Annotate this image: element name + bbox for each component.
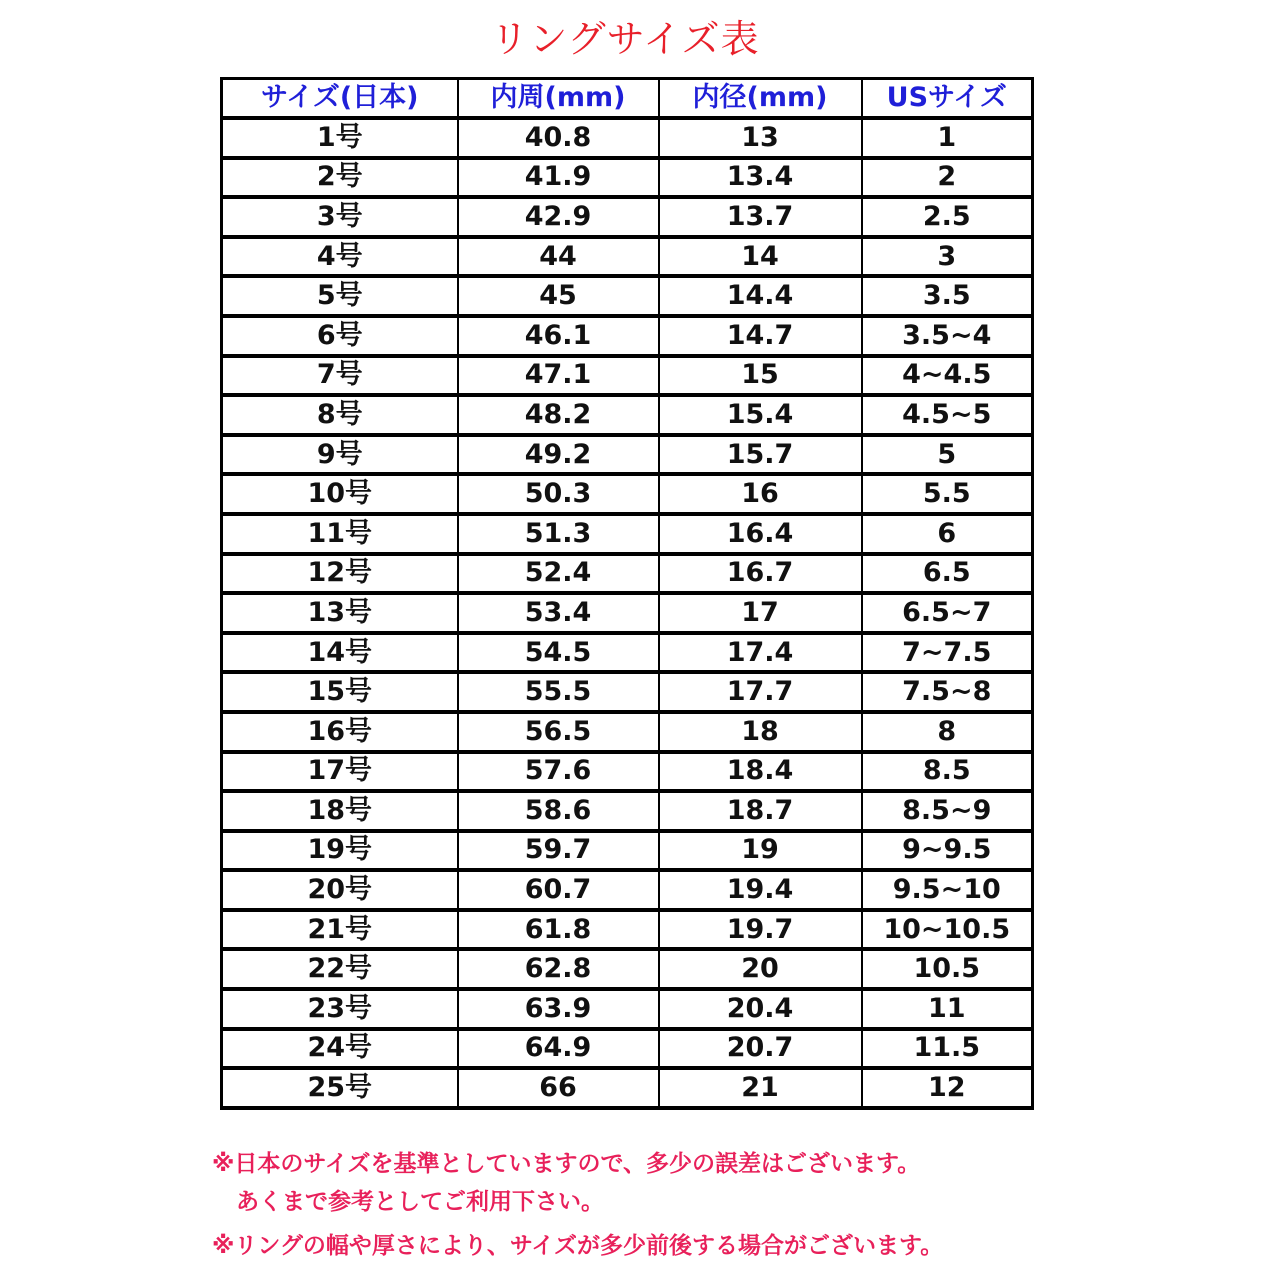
cell-inner-circumference: 47.1	[458, 356, 659, 396]
cell-japan-size: 6号	[222, 316, 458, 356]
cell-inner-circumference: 55.5	[458, 672, 659, 712]
cell-us-size: 3.5	[862, 276, 1033, 316]
cell-us-size: 5.5	[862, 474, 1033, 514]
table-row	[222, 1068, 1033, 1108]
cell-inner-diameter: 14.7	[659, 316, 862, 356]
cell-us-size: 9~9.5	[862, 831, 1033, 871]
cell-inner-circumference: 62.8	[458, 949, 659, 989]
cell-inner-diameter: 20	[659, 949, 862, 989]
cell-us-size: 3.5~4	[862, 316, 1033, 356]
cell-japan-size: 5号	[222, 276, 458, 316]
table-row	[222, 514, 1033, 554]
table-row	[222, 593, 1033, 633]
cell-inner-diameter: 17.4	[659, 633, 862, 673]
cell-inner-diameter: 18.4	[659, 752, 862, 792]
cell-inner-circumference: 54.5	[458, 633, 659, 673]
table-row	[222, 672, 1033, 712]
note-line-1: ※日本のサイズを基準としていますので、多少の誤差はございます。	[212, 1151, 921, 1177]
cell-inner-circumference: 58.6	[458, 791, 659, 831]
cell-inner-circumference: 61.8	[458, 910, 659, 950]
cell-us-size: 5	[862, 435, 1033, 475]
cell-japan-size: 21号	[222, 910, 458, 950]
cell-japan-size: 20号	[222, 870, 458, 910]
cell-inner-diameter: 15.7	[659, 435, 862, 475]
cell-japan-size: 3号	[222, 197, 458, 237]
cell-japan-size: 12号	[222, 554, 458, 594]
table-row	[222, 870, 1033, 910]
cell-inner-circumference: 56.5	[458, 712, 659, 752]
cell-japan-size: 8号	[222, 395, 458, 435]
cell-inner-diameter: 16.4	[659, 514, 862, 554]
cell-japan-size: 17号	[222, 752, 458, 792]
cell-inner-diameter: 15	[659, 356, 862, 396]
table-row	[222, 949, 1033, 989]
table-row	[222, 356, 1033, 396]
cell-inner-diameter: 19.4	[659, 870, 862, 910]
cell-japan-size: 22号	[222, 949, 458, 989]
table-row	[222, 474, 1033, 514]
cell-inner-circumference: 63.9	[458, 989, 659, 1029]
cell-inner-diameter: 20.4	[659, 989, 862, 1029]
cell-inner-circumference: 53.4	[458, 593, 659, 633]
header-japan-size: サイズ(日本)	[222, 79, 458, 119]
table-row	[222, 554, 1033, 594]
cell-us-size: 4.5~5	[862, 395, 1033, 435]
cell-us-size: 10~10.5	[862, 910, 1033, 950]
table-header-row	[222, 79, 1033, 119]
cell-us-size: 2	[862, 158, 1033, 198]
note-line-2: あくまで参考としてご利用下さい。	[236, 1189, 604, 1215]
cell-us-size: 8	[862, 712, 1033, 752]
cell-us-size: 11	[862, 989, 1033, 1029]
table-row	[222, 158, 1033, 198]
cell-inner-diameter: 19	[659, 831, 862, 871]
cell-inner-circumference: 48.2	[458, 395, 659, 435]
cell-us-size: 6.5	[862, 554, 1033, 594]
cell-japan-size: 14号	[222, 633, 458, 673]
cell-inner-diameter: 13	[659, 118, 862, 158]
cell-inner-diameter: 19.7	[659, 910, 862, 950]
cell-inner-diameter: 20.7	[659, 1029, 862, 1069]
cell-us-size: 8.5	[862, 752, 1033, 792]
table-row	[222, 831, 1033, 871]
table-row	[222, 989, 1033, 1029]
table-row	[222, 237, 1033, 277]
table-row	[222, 633, 1033, 673]
cell-inner-circumference: 52.4	[458, 554, 659, 594]
note-line-3: ※リングの幅や厚さにより、サイズが多少前後する場合がございます。	[212, 1233, 944, 1259]
cell-inner-circumference: 51.3	[458, 514, 659, 554]
cell-us-size: 7~7.5	[862, 633, 1033, 673]
ring-size-table	[220, 77, 1034, 1110]
cell-inner-diameter: 18	[659, 712, 862, 752]
table-body	[222, 118, 1033, 1108]
cell-inner-circumference: 45	[458, 276, 659, 316]
cell-us-size: 3	[862, 237, 1033, 277]
header-inner-diameter: 内径(mm)	[659, 79, 862, 119]
cell-inner-diameter: 15.4	[659, 395, 862, 435]
table-row	[222, 276, 1033, 316]
cell-inner-circumference: 57.6	[458, 752, 659, 792]
cell-japan-size: 4号	[222, 237, 458, 277]
cell-japan-size: 24号	[222, 1029, 458, 1069]
cell-japan-size: 16号	[222, 712, 458, 752]
cell-japan-size: 23号	[222, 989, 458, 1029]
cell-us-size: 11.5	[862, 1029, 1033, 1069]
cell-inner-circumference: 49.2	[458, 435, 659, 475]
cell-inner-diameter: 14	[659, 237, 862, 277]
table-row	[222, 712, 1033, 752]
table-row	[222, 752, 1033, 792]
header-inner-circumference: 内周(mm)	[458, 79, 659, 119]
cell-japan-size: 25号	[222, 1068, 458, 1108]
cell-inner-diameter: 16	[659, 474, 862, 514]
cell-japan-size: 18号	[222, 791, 458, 831]
notes	[212, 1145, 1262, 1265]
cell-us-size: 6	[862, 514, 1033, 554]
cell-inner-diameter: 13.7	[659, 197, 862, 237]
cell-us-size: 2.5	[862, 197, 1033, 237]
cell-inner-diameter: 13.4	[659, 158, 862, 198]
cell-us-size: 8.5~9	[862, 791, 1033, 831]
cell-inner-circumference: 46.1	[458, 316, 659, 356]
table-row	[222, 791, 1033, 831]
cell-japan-size: 9号	[222, 435, 458, 475]
cell-japan-size: 7号	[222, 356, 458, 396]
cell-inner-diameter: 21	[659, 1068, 862, 1108]
cell-japan-size: 19号	[222, 831, 458, 871]
cell-us-size: 9.5~10	[862, 870, 1033, 910]
table-row	[222, 118, 1033, 158]
cell-inner-diameter: 14.4	[659, 276, 862, 316]
cell-japan-size: 1号	[222, 118, 458, 158]
cell-inner-diameter: 16.7	[659, 554, 862, 594]
table-row	[222, 1029, 1033, 1069]
cell-inner-circumference: 40.8	[458, 118, 659, 158]
cell-us-size: 1	[862, 118, 1033, 158]
cell-us-size: 10.5	[862, 949, 1033, 989]
table-row	[222, 435, 1033, 475]
cell-inner-circumference: 59.7	[458, 831, 659, 871]
page-title: リングサイズ表	[490, 17, 760, 61]
table-row	[222, 197, 1033, 237]
cell-inner-diameter: 17	[659, 593, 862, 633]
header-us-size: USサイズ	[862, 79, 1033, 119]
cell-japan-size: 2号	[222, 158, 458, 198]
cell-japan-size: 15号	[222, 672, 458, 712]
cell-inner-circumference: 50.3	[458, 474, 659, 514]
cell-inner-circumference: 44	[458, 237, 659, 277]
cell-us-size: 6.5~7	[862, 593, 1033, 633]
cell-inner-circumference: 60.7	[458, 870, 659, 910]
cell-us-size: 12	[862, 1068, 1033, 1108]
cell-us-size: 7.5~8	[862, 672, 1033, 712]
cell-inner-circumference: 66	[458, 1068, 659, 1108]
cell-us-size: 4~4.5	[862, 356, 1033, 396]
cell-japan-size: 13号	[222, 593, 458, 633]
table-row	[222, 316, 1033, 356]
cell-inner-diameter: 18.7	[659, 791, 862, 831]
cell-japan-size: 10号	[222, 474, 458, 514]
cell-inner-diameter: 17.7	[659, 672, 862, 712]
cell-inner-circumference: 42.9	[458, 197, 659, 237]
cell-japan-size: 11号	[222, 514, 458, 554]
table-row	[222, 910, 1033, 950]
cell-inner-circumference: 41.9	[458, 158, 659, 198]
table-row	[222, 395, 1033, 435]
cell-inner-circumference: 64.9	[458, 1029, 659, 1069]
